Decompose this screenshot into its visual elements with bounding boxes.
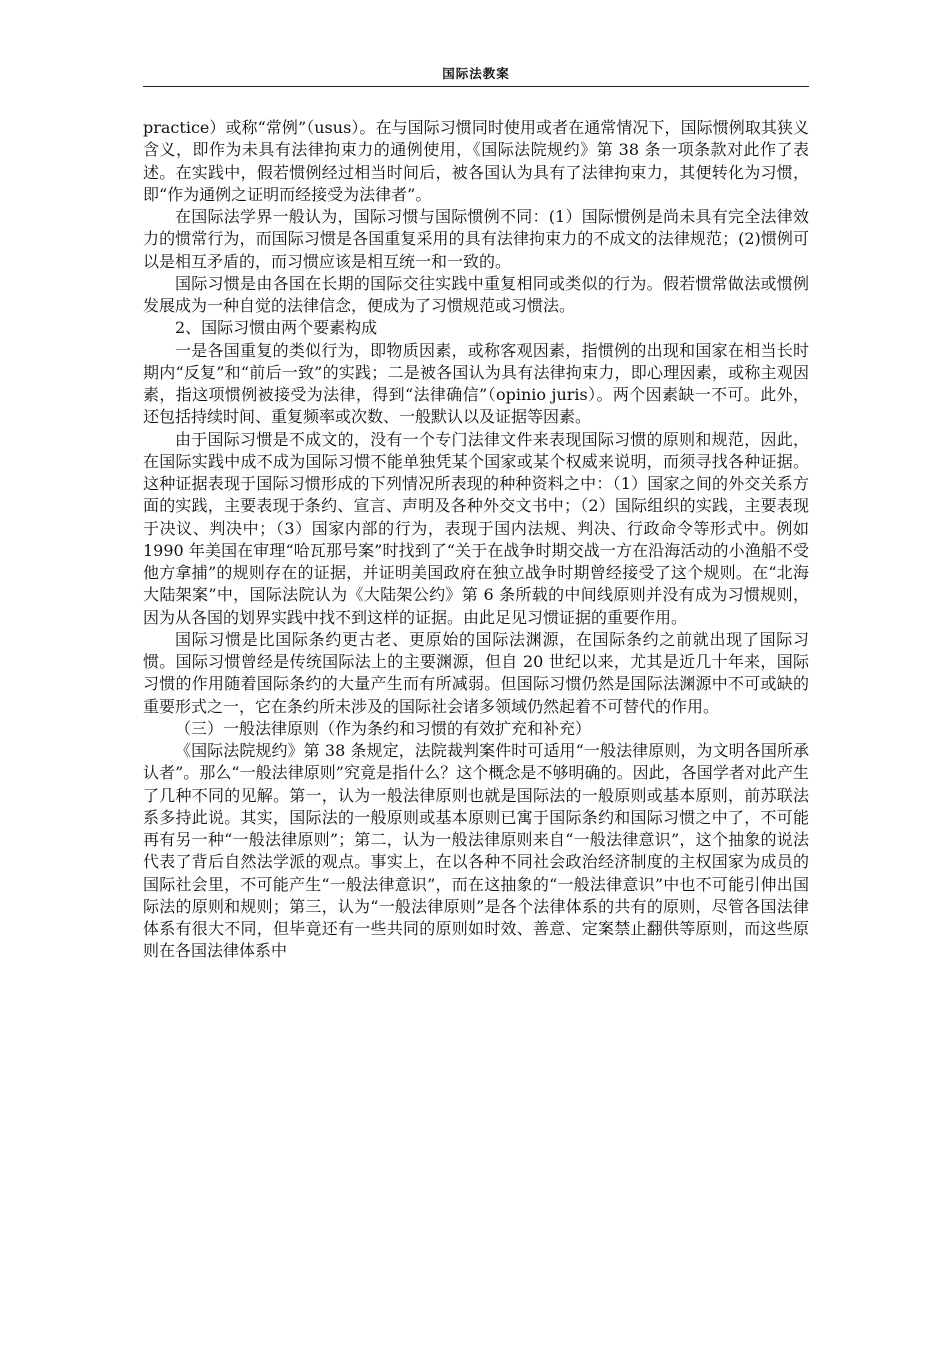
- page-header-title: 国际法教案: [442, 66, 510, 81]
- paragraph: 在国际法学界一般认为，国际习惯与国际惯例不同：(1）国际惯例是尚未具有完全法律效力的惯常行为，而国际习惯是各国重复采用的具有法律拘束力的不成文的法律规范；(2)惯例可以是相互矛盾的，而习惯应该是相互统一和一致的。: [143, 207, 809, 271]
- section-heading: 2、国际习惯由两个要素构成: [175, 318, 378, 338]
- header-divider: [143, 86, 809, 87]
- section-heading: （三）一般法律原则（作为条约和习惯的有效扩充和补充）: [175, 718, 592, 738]
- paragraph: 国际习惯是比国际条约更古老、更原始的国际法渊源，在国际条约之前就出现了国际习惯。国际习惯曾经是传统国际法上的主要渊源，但自 20 世纪以来，尤其是近几十年来，国际习惯的作用随着国际条约的大量产生而有所减弱。但国际习惯仍然是国际法渊源中不可或缺的重要形式之一，它在条约所未涉及的国际社会诸多领域仍然起着不可替代的作用。: [143, 629, 809, 716]
- paragraph: 由于国际习惯是不成文的，没有一个专门法律文件来表现国际习惯的原则和规范，因此，在国际实践中成不成为国际习惯不能单独凭某个国家或某个权威来说明，而须寻找各种证据。这种证据表现于国际习惯形成的下列情况所表现的种种资料之中：（1）国家之间的外交关系方面的实践，主要表现于条约、宣言、声明及各种外交文书中；（2）国际组织的实践，主要表现于决议、判决中；（3）国家内部的行为，表现于国内法规、判决、行政命令等形式中。例如 1990 年美国在审理“哈瓦那号案”时找到了“关于在战争时期交战一方在沿海活动的小渔船不受他方拿捕”的规则存在的证据，并证明美国政府在独立战争时期曾经接受了这个规则。在“北海大陆架案”中，国际法院认为《大陆架公约》第 6 条所载的中间线原则并没有成为习惯规则，因为从各国的划界实践中找不到这样的证据。由此足见习惯证据的重要作用。: [143, 429, 809, 627]
- document-body: [143, 117, 809, 963]
- paragraph: 《国际法院规约》第 38 条规定，法院裁判案件时可适用“一般法律原则，为文明各国所承认者”。那么“一般法律原则”究竟是指什么？这个概念是不够明确的。因此，各国学者对此产生了几种不同的见解。第一，认为一般法律原则也就是国际法的一般原则或基本原则，前苏联法系多持此说。其实，国际法的一般原则或基本原则已寓于国际条约和国际习惯之中了，不可能再有另一种“一般法律原则”；第二，认为一般法律原则来自“一般法律意识”，这个抽象的说法代表了背后自然法学派的观点。事实上，在以各种不同社会政治经济制度的主权国家为成员的国际社会里，不可能产生“一般法律意识”，而在这抽象的“一般法律意识”中也不可能引伸出国际法的原则和规则；第三，认为“一般法律原则”是各个法律体系的共有的原则，尽管各国法律体系有很大不同，但毕竟还有一些共同的原则如时效、善意、定案禁止翻供等原则，而这些原则在各国法律体系中: [143, 741, 809, 961]
- paragraph: 一是各国重复的类似行为，即物质因素，或称客观因素，指惯例的出现和国家在相当长时期内“反复”和“前后一致”的实践；二是被各国认为具有法律拘束力，即心理因素，或称主观因素，指这项惯例被接受为法律，得到“法律确信”（opinio juris）。两个因素缺一不可。此外，还包括持续时间、重复频率或次数、一般默认以及证据等因素。: [143, 340, 809, 427]
- paragraph: practice）或称“常例”（usus）。在与国际习惯同时使用或者在通常情况下，国际惯例取其狭义含义，即作为未具有法律拘束力的通例使用，《国际法院规约》第 38 条一项条款对此作了表述。在实践中，假若惯例经过相当时间后，被各国认为具有了法律拘束力，其便转化为习惯，即“作为通例之证明而经接受为法律者”。: [143, 118, 809, 204]
- paragraph: 国际习惯是由各国在长期的国际交往实践中重复相同或类似的行为。假若惯常做法或惯例发展成为一种自觉的法律信念，便成为了习惯规范或习惯法。: [143, 273, 809, 315]
